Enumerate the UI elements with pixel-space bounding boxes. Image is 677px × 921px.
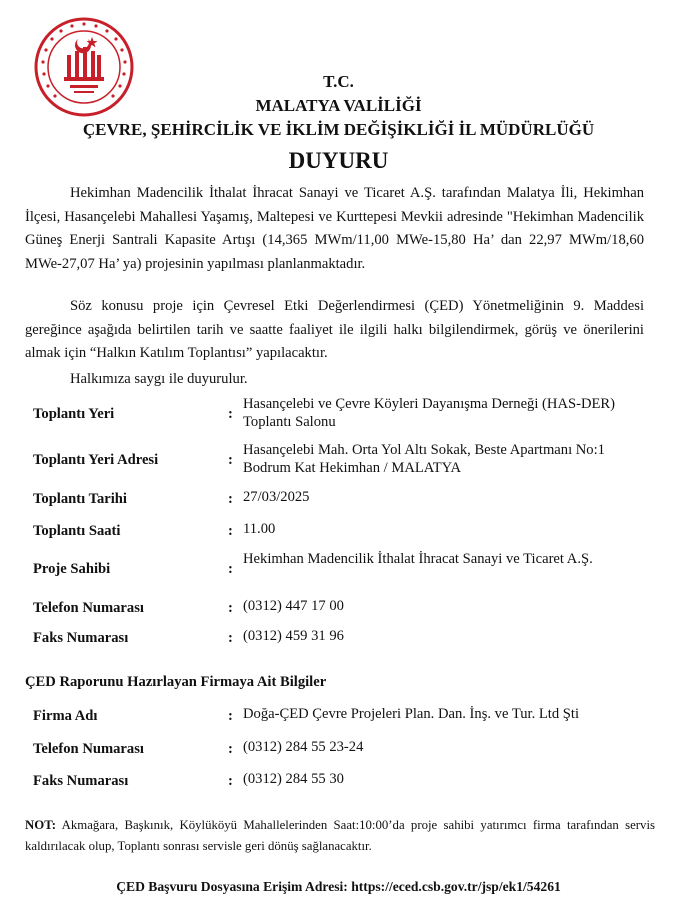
row-value: (0312) 447 17 00 bbox=[243, 598, 344, 614]
page-title: DUYURU bbox=[288, 148, 389, 173]
row-value: (0312) 284 55 30 bbox=[243, 771, 344, 787]
row-label: Telefon Numarası bbox=[33, 600, 144, 616]
row-value: Doğa-ÇED Çevre Projeleri Plan. Dan. İnş. ve Tur. Ltd Şti bbox=[243, 706, 580, 722]
row-label: Telefon Numarası bbox=[33, 741, 144, 757]
row-colon: : bbox=[228, 491, 233, 507]
row-value: 27/03/2025 bbox=[243, 489, 310, 505]
header-tc: T.C. bbox=[323, 72, 354, 91]
row-colon: : bbox=[228, 452, 233, 468]
row-label: Proje Sahibi bbox=[33, 561, 111, 577]
firm-section-title: ÇED Raporunu Hazırlayan Firmaya Ait Bilgiler bbox=[25, 674, 327, 690]
row-colon: : bbox=[228, 630, 233, 646]
row-value: 11.00 bbox=[243, 521, 276, 537]
announcement-paragraph-1: Hekimhan Madencilik İthalat İhracat Sanayi ve Ticaret A.Ş. tarafından Malatya İli, Hekimhan İlçesi, Hasançelebi Mahallesi Yaşamış, Maltepesi ve Kurttepesi Mevkii adresinde "Hekimhan Madencilik Güneş Enerji Santrali Kapasite Artışı (14,365 MWm/11,00 MWe-15,80 Ha’ dan 22,97 MWm/18,60 MWe-27,07 Ha’ ya) projesinin yapılması planlanmaktadır. bbox=[25, 185, 644, 272]
row-colon: : bbox=[228, 406, 233, 422]
header-governorship: MALATYA VALİLİĞİ bbox=[255, 96, 422, 115]
row-label: Toplantı Saati bbox=[33, 523, 121, 539]
row-value: Hasançelebi ve Çevre Köyleri Dayanışma Derneği (HAS-DER) Toplantı Salonu bbox=[243, 396, 616, 430]
row-label: Toplantı Yeri Adresi bbox=[33, 452, 159, 468]
row-value: Hasançelebi Mah. Orta Yol Altı Sokak, Beste Apartmanı No:1 Bodrum Kat Hekimhan / MALATYA bbox=[243, 442, 605, 476]
announcement-paragraph-2: Söz konusu proje için Çevresel Etki Değerlendirmesi (ÇED) Yönetmeliğinin 9. Maddesi gereğince aşağıda belirtilen tarih ve saatte faaliyet ile ilgili halkı bilgilendirmek, görüş ve önerilerini almak için “Halkın Katılım Toplantısı” yapılacaktır. bbox=[25, 298, 644, 361]
row-value: Hekimhan Madencilik İthalat İhracat Sanayi ve Ticaret A.Ş. bbox=[243, 551, 593, 567]
header-directorate: ÇEVRE, ŞEHİRCİLİK VE İKLİM DEĞİŞİKLİĞİ İL MÜDÜRLÜĞÜ bbox=[82, 120, 595, 139]
row-colon: : bbox=[228, 600, 233, 616]
row-label: Faks Numarası bbox=[33, 630, 129, 646]
row-label: Faks Numarası bbox=[33, 773, 129, 789]
row-label: Toplantı Tarihi bbox=[33, 491, 127, 507]
row-colon: : bbox=[228, 741, 233, 757]
row-colon: : bbox=[228, 561, 233, 577]
note-text bbox=[25, 815, 655, 856]
note-label: NOT: bbox=[25, 818, 57, 832]
note-body: Akmağara, Başkınık, Köylüköyü Mahallelerinden Saat:10:00’da proje sahibi yatırımcı firma tarafından servis kaldırılacak olup, Toplantı sonrası servisle geri dönüş sağlanacaktır. bbox=[25, 818, 655, 853]
row-colon: : bbox=[228, 708, 233, 724]
announcement-paragraph-3: Halkımıza saygı ile duyurulur. bbox=[70, 371, 248, 387]
row-label: Firma Adı bbox=[33, 708, 98, 724]
row-colon: : bbox=[228, 773, 233, 789]
row-colon: : bbox=[228, 523, 233, 539]
footer-access-address: ÇED Başvuru Dosyasına Erişim Adresi: https://eced.csb.gov.tr/jsp/ek1/54261 bbox=[116, 879, 561, 894]
row-value: (0312) 284 55 23-24 bbox=[243, 739, 364, 755]
row-value: (0312) 459 31 96 bbox=[243, 628, 344, 644]
row-label: Toplantı Yeri bbox=[33, 406, 115, 422]
